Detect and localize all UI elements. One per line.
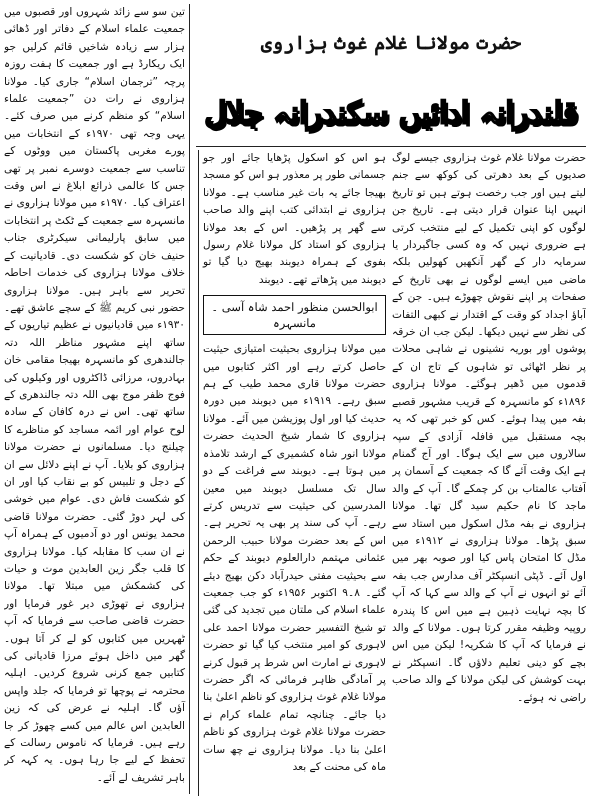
headline-divider	[196, 146, 586, 147]
subject-name-heading: حضرت مولانا غلام غوث ہزاروی	[260, 32, 522, 54]
article-headline: قلندرانہ ادائیں سکندرانہ جلال	[204, 96, 578, 131]
column-left-text: تین سو سے زائد شہروں اور قصبوں میں جمعیت علماء اسلام کے دفاتر اور ڈھائی ہزار سے زیادہ شاخیں قائم کرلیں جو ایک ریکارڈ ہے اور جمعیت کا ہفت روزہ پرچہ ”ترجمان اسلام“ جاری کیا۔ مولانا ہزاروی نے رات دن ”جمعیت علماء اسلام“ کو منظم کرنے میں صرف کئے۔ یہی وجہ تھی ۱۹۷۰ء کے انتخابات میں پورے مغربی پاکستان میں ووٹوں کے تناسب سے جمعیت دوسرے نمبر پر تھی جس کا عالمی ذرائع ابلاغ نے اس وقت اعتراف کیا۔ ۱۹۷۰ء میں مولانا ہزاروی نے مانسہرہ سے جمعیت کے ٹکٹ پر انتخابات میں سابق پارلیمانی سیکرٹری جناب حنیف خان کو شکست دی۔ قادیانیت کے خلاف مولانا ہزاروی کی خدمات احاطہ تحریر سے باہر ہیں۔ مولانا ہزاروی حضور نبی کریم ﷺ کے سچے عاشق تھے۔ ۱۹۳۰ء میں قادیانیوں نے عظیم تیاریوں کے ساتھ اپنے مشہور مناظر اللہ دتہ جالندھری کو مانسہرہ بھیجا مقامی خان بہادروں، مرزائی ڈاکٹروں اور وکیلوں کی فوج ظفر موج بھی اللہ دتہ جالندھری کے ساتھ تھی۔ اس نے درہ کافان کے سادہ لوح عوام اور ائمہ مساجد کو مناظرے کا چیلنج دیا۔ مسلمانوں نے حضرت مولانا ہزاروی کو بلایا۔ آپ نے اپنے دلائل سے ان کے دجل و تلبیس کو بے نقاب کیا اور ان کو شکست فاش دی۔ عوام میں خوشی کی لہر دوڑ گئی۔ حضرت مولانا قاضی محمد یونس اور دو آدمیوں کے ہمراہ آپ نے ان سب کا مقابلہ کیا۔ مولانا ہزاروی کا قلب جگر زین العابدین موت و حیات کی کشمکش میں مبتلا تھا۔ مولانا ہزاروی نے تھوڑی دیر غور فرمایا اور حضرت قاضی صاحب سے فرمایا کہ آپ ٹھہریں میں کتابوں کو لے کر آتا ہوں۔ گھر میں داخل ہوئے مرزا قادیانی کی کتابیں جمع کرنی شروع کردیں۔ اہلیہ محترمہ نے پوچھا تو فرمایا کہ جلد واپس آؤں گا۔ اہلیہ نے عرض کی کہ زین العابدین اس عالم میں کسے چھوڑ کر جا رہے ہیں۔ فرمایا کہ ناموس رسالت کے تحفظ کے لیے جا رہا ہوں۔ یہ کہہ کر باہر تشریف لے آئے۔	[4, 6, 185, 784]
article-column-right	[392, 150, 586, 796]
column-right-text: حضرت مولانا غلام غوث ہزاروی جیسے لوگ صدیوں کے بعد دھرتی کی کوکھ سے جنم لیتے ہیں اور جب رخصت ہوتے ہیں تو تاریخ انہیں اپنا عنوان قرار دیتی ہے۔ تاریخ جن لوگوں کو اپنی تکمیل کے لیے منتخب کرتی ہے ضروری نہیں کہ وہ کسی جاگیردار یا سرمایہ دار کے گھر آنکھیں کھولیں بلکہ ماضی میں ایسے لوگوں نے بھی تاریخ کے صفحات پر اپنے نقوش چھوڑے ہیں۔ جن کے آباؤ اجداد کو وقت کے اقتدار نے کبھی التفات کی نظر سے نہیں دیکھا۔ لیکن جب ان خرقہ پوشوں اور بوریہ نشینوں نے شاہی محلات پر نظر اٹھائی تو شاہوں کے تاج ان کے قدموں میں ڈھیر ہوگئے۔ مولانا ہزاروی ۱۸۹۶ء کو مانسہرہ کے قریب مشہور قصبے بفہ میں پیدا ہوئے۔ کس کو خبر تھی کہ یہ بچہ مستقبل میں قافلہ آزادی کے سپہ سالاروں میں سے ایک ہوگا۔ اور آج گمنام ہے ایک وقت آئے گا کہ جمعیت کے آسمان پر آفتاب عالمتاب بن کر چمکے گا۔ آپ کے والد ماجد کا نام حکیم سید گل تھا۔ مولانا ہزاروی نے بفہ مڈل اسکول میں استاد سے سبق پڑھا۔ مولانا ہزاروی نے ۱۹۱۲ء میں مڈل کا امتحان پاس کیا اور صوبہ بھر میں اول آئے۔ ڈپٹی انسپکٹر آف مدارس جب بفہ آئے تو انہوں نے آپ کے والد سے کہا کہ آپ کا بچہ نہایت ذہین ہے میں اس کا پندرہ روپیہ وظیفہ مقرر کرتا ہوں۔ مولانا کے والد نے فرمایا کہ آپ کا شکریہ! لیکن میں اس بچے کو دینی تعلیم دلاؤں گا۔ انسپکٹر نے بہت کوشش کی لیکن مولانا کے والد صاحب راضی نہ ہوئے۔	[392, 152, 586, 704]
author-byline-box: ابوالحسن منظور احمد شاہ آسی ۔ مانسہرہ	[203, 295, 386, 335]
column-middle-text-top: ہو اس کو اسکول پڑھایا جائے اور جو جسمانی طور پر معذور ہو اس کو مسجد بھیجا جائے یہ بات غیر مناسب ہے۔ مولانا ہزاروی نے ابتدائی کتب اپنے والد صاحب سے گھر پر پڑھیں۔ اس کے بعد مولانا ہزاروی کو استاد کل مولانا غلام رسول بفوی کے ہمراہ دیوبند بھیج دیا گیا تو دیوبند میں پڑھاتے تھے۔ دیوبند	[203, 152, 386, 286]
article-column-middle	[198, 150, 386, 796]
article-column-left	[4, 4, 190, 794]
column-middle-text-bottom: میں مولانا ہزاروی بحیثیت امتیازی حیثیت حاصل کرتے رہے اور اکثر کتابوں میں حضرت مولانا قاری محمد طیب کے ہم سبق رہے۔ ۱۹۱۹ء میں دیوبند میں دورہ حدیث کیا اور اول پوزیشن میں آئے۔ مولانا ہزاروی کا شمار شیخ الحدیث حضرت مولانا انور شاہ کشمیری کے ارشد تلامذہ میں ہوتا ہے۔ دیوبند سے فراغت کے دو سال تک مسلسل دیوبند میں معین المدرسین کی حیثیت سے تدریس کرتے رہے۔ آپ کی سند پر بھی یہ تحریر ہے۔ اس کے بعد حضرت مولانا حبیب الرحمن عثمانی مہتمم دارالعلوم دیوبند کے حکم سے بحیثیت مفتی حیدرآباد دکن بھیج دیئے گئے۔ ۸۔۹ اکتوبر ۱۹۵۶ء کو جب جمعیت علماء اسلام کی ملتان میں تجدید کی گئی تو شیخ التفسیر حضرت مولانا احمد علی لاہوری کو امیر منتخب کیا گیا تو حضرت لاہوری نے امارت اس شرط پر قبول کرنے پر آمادگی ظاہر فرمائی کہ اگر حضرت مولانا غلام غوث ہزاروی کو ناظم اعلیٰ بنا دیا جائے۔ چنانچہ تمام علماء کرام نے حضرت مولانا غلام غوث ہزاروی کو ناظم اعلیٰ بنا دیا۔ مولانا ہزاروی نے چھ سات ماہ کی محنت کے بعد	[202, 343, 386, 773]
